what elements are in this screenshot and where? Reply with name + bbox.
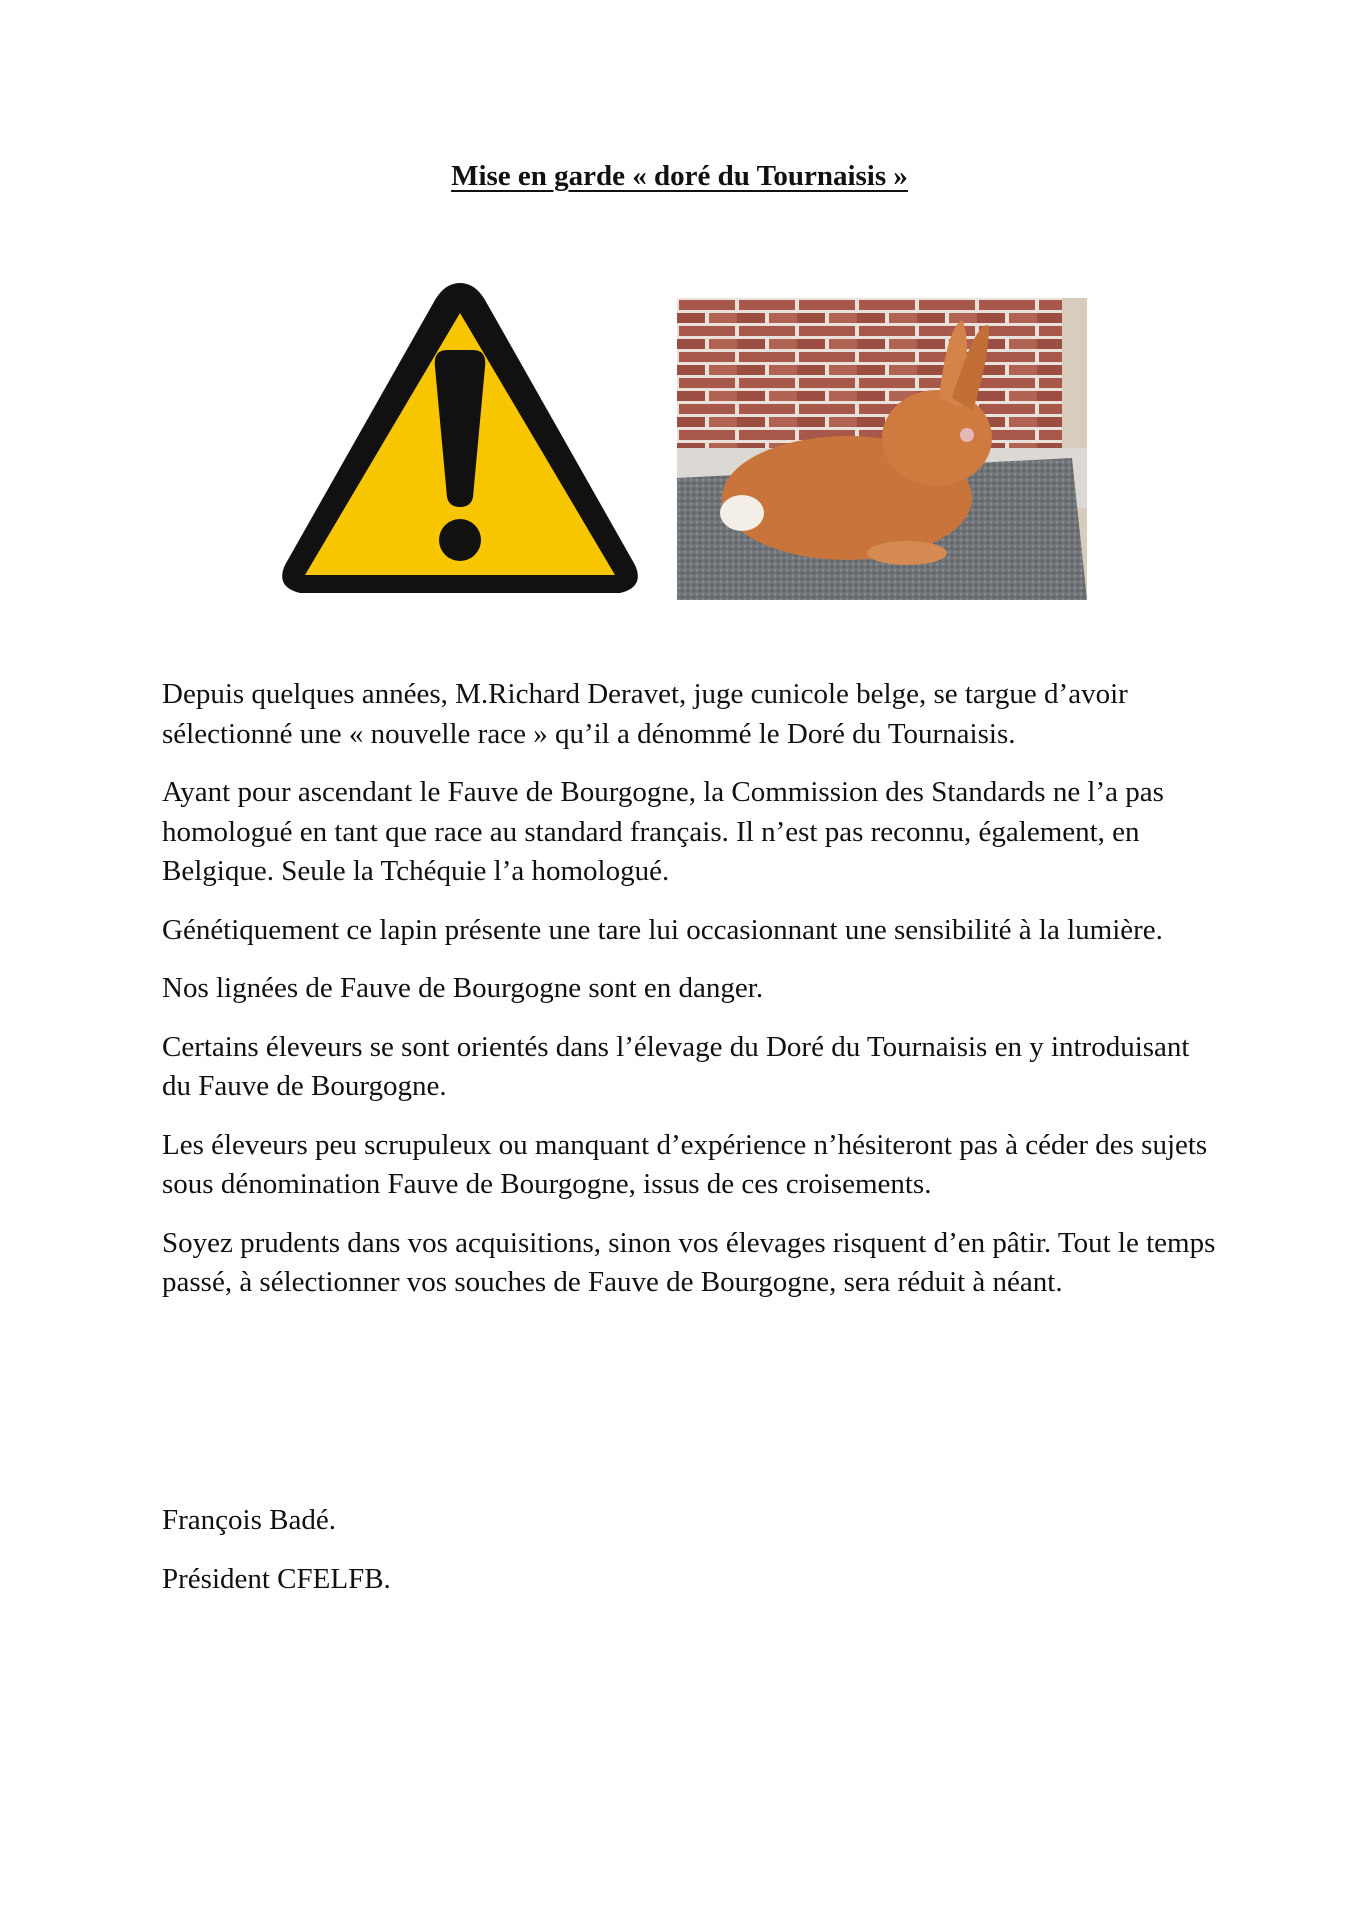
signature-block	[162, 1500, 391, 1618]
warning-triangle-icon	[275, 275, 645, 605]
paragraph: Certains éleveurs se sont orientés dans l’élevage du Doré du Tournaisis en y introduisant du Fauve de Bourgogne.	[162, 1030, 1190, 1102]
paragraph: Génétiquement ce lapin présente une tare lui occasionnant une sensibilité à la lumière.	[162, 913, 1163, 946]
paragraph: Ayant pour ascendant le Fauve de Bourgogne, la Commission des Standards ne l’a pas homologué en tant que race au standard français. Il n’est pas reconnu, également, en Belgique. Seule la Tchéquie l’a homologué.	[162, 776, 1164, 887]
body-text	[162, 675, 1222, 1322]
paragraph: Nos lignées de Fauve de Bourgogne sont en danger.	[162, 972, 764, 1004]
page-title: Mise en garde « doré du Tournaisis »	[451, 160, 908, 192]
paragraph: Soyez prudents dans vos acquisitions, sinon vos élevages risquent d’en pâtir. Tout le temps passé, à sélectionner vos souches de Fauve de Bourgogne, sera réduit à néant.	[162, 1226, 1216, 1298]
signature-name: François Badé.	[162, 1504, 336, 1536]
rabbit-photo	[677, 298, 1087, 600]
paragraph: Depuis quelques années, M.Richard Deravet, juge cunicole belge, se targue d’avoir sélectionné une « nouvelle race » qu’il a dénommé le Doré du Tournaisis.	[162, 678, 1128, 750]
signature-role: Président CFELFB.	[162, 1563, 391, 1595]
paragraph: Les éleveurs peu scrupuleux ou manquant d’expérience n’hésiteront pas à céder des sujets sous dénomination Fauve de Bourgogne, issus de ces croisements.	[162, 1128, 1208, 1200]
